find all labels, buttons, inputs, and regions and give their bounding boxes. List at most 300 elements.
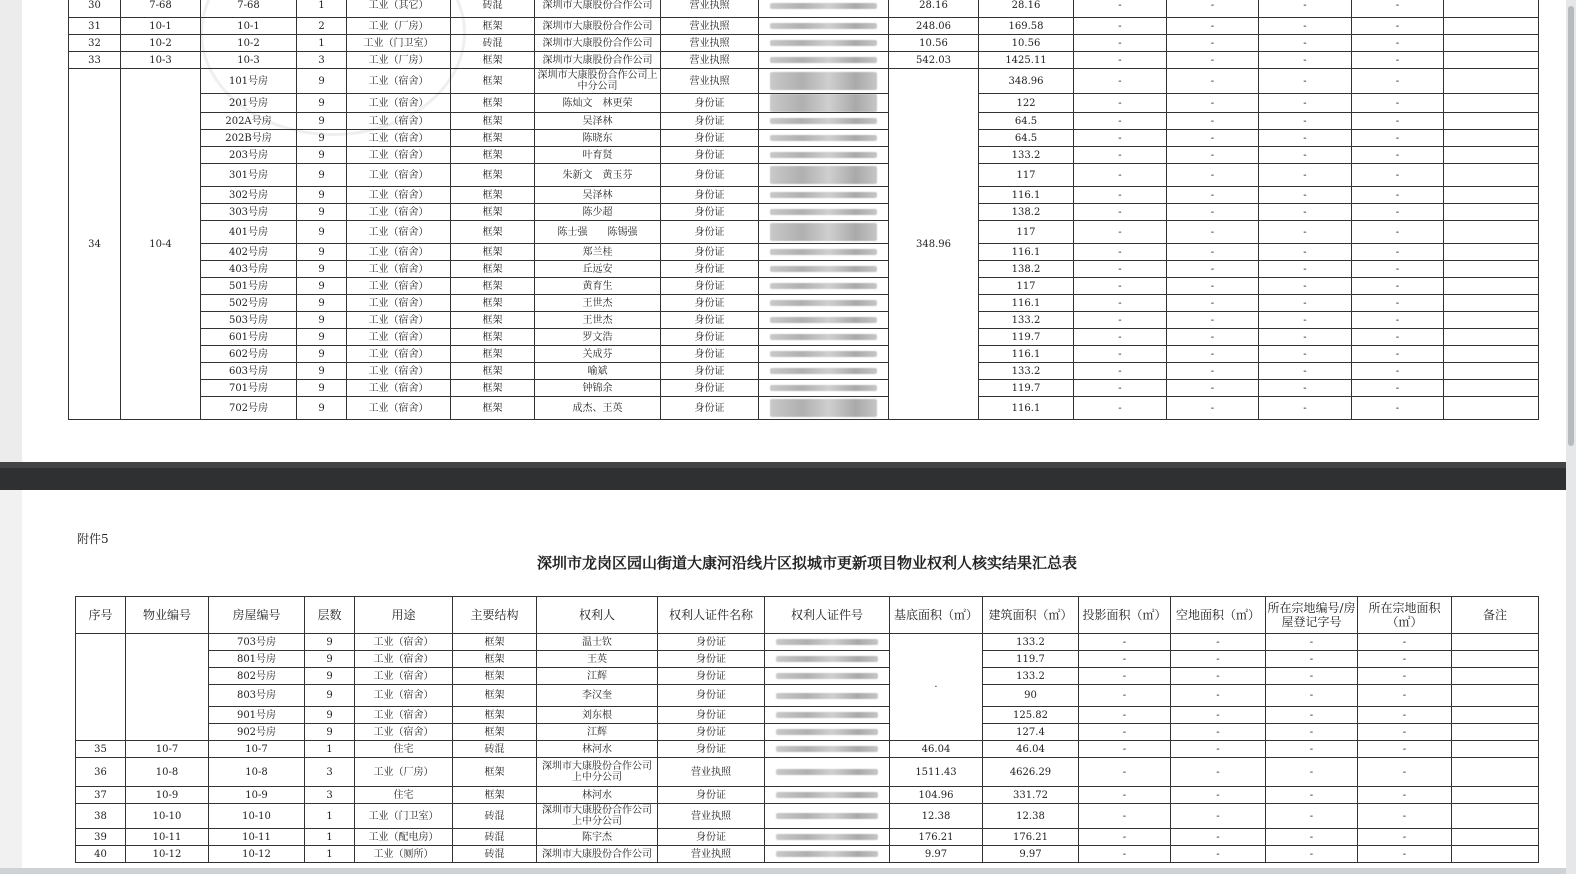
page-divider xyxy=(0,462,1576,490)
owner-id-type-cell: 身份证 xyxy=(658,741,765,758)
table-row xyxy=(69,35,1539,52)
dash-cell: - xyxy=(1352,147,1444,164)
owner-id-type-cell: 营业执照 xyxy=(661,52,759,69)
table-row xyxy=(69,397,1539,420)
floors-cell: 9 xyxy=(297,278,347,295)
floors-cell: 1 xyxy=(297,35,347,52)
parcel-area-cell: - xyxy=(1352,35,1444,52)
floors-cell: 9 xyxy=(297,130,347,147)
redacted-id-blur xyxy=(770,334,877,340)
owner-cell: 深圳市大康股份合作公司 xyxy=(535,18,661,35)
usage-cell: 工业（门卫室） xyxy=(347,35,451,52)
redacted-id-blur xyxy=(770,57,877,63)
base-area-cell: 1511.43 xyxy=(890,758,983,787)
dash-cell: - xyxy=(1358,685,1452,707)
remarks-cell xyxy=(1452,668,1539,685)
floors-cell: 3 xyxy=(305,787,355,804)
dash-cell: - xyxy=(1259,346,1352,363)
room-no-cell: 401号房 xyxy=(201,221,297,244)
dash-cell: - xyxy=(1167,295,1259,312)
dash-cell: - xyxy=(1259,295,1352,312)
property-no-cell: 10-12 xyxy=(126,846,209,863)
building-area-cell: 117 xyxy=(979,221,1074,244)
structure-cell: 框架 xyxy=(453,724,537,741)
usage-cell: 工业（厂房） xyxy=(355,758,453,787)
owner-id-type-cell: 营业执照 xyxy=(661,69,759,94)
dash-cell: - xyxy=(1259,278,1352,295)
redacted-id-blur xyxy=(770,399,877,417)
redacted-id-blur xyxy=(770,135,877,141)
dash-cell: - xyxy=(1352,244,1444,261)
owner-id-type-cell: 身份证 xyxy=(661,244,759,261)
serial-cell: 38 xyxy=(76,804,126,829)
dash-cell: - xyxy=(1259,312,1352,329)
dash-cell: - xyxy=(1079,685,1171,707)
building-area-cell: 119.7 xyxy=(979,329,1074,346)
room-no-cell: 202A号房 xyxy=(201,113,297,130)
building-area-cell: 348.96 xyxy=(979,69,1074,94)
remarks-cell xyxy=(1444,380,1539,397)
projection-area-header: 投影面积（㎡） xyxy=(1079,597,1171,634)
dash-cell: - xyxy=(1352,397,1444,420)
open-area-cell: - xyxy=(1167,35,1259,52)
redacted-id-blur xyxy=(770,23,877,29)
usage-cell: 工业（宿舍） xyxy=(347,69,451,94)
floors-cell: 9 xyxy=(305,651,355,668)
floors-cell: 9 xyxy=(305,668,355,685)
dash-cell: - xyxy=(1167,113,1259,130)
room-no-cell: 601号房 xyxy=(201,329,297,346)
room-no-cell: 403号房 xyxy=(201,261,297,278)
building-area-cell: 122 xyxy=(979,94,1074,113)
dash-cell: - xyxy=(1167,329,1259,346)
usage-cell: 工业（宿舍） xyxy=(347,312,451,329)
remarks-cell xyxy=(1452,685,1539,707)
id-number-cell-redacted xyxy=(759,204,889,221)
parcel-area-cell: - xyxy=(1358,804,1452,829)
open-area-cell: - xyxy=(1171,846,1266,863)
dash-cell: - xyxy=(1171,685,1266,707)
room-no-cell: 901号房 xyxy=(209,707,305,724)
projection-area-cell: - xyxy=(1074,0,1167,18)
dash-cell: - xyxy=(1167,244,1259,261)
property-no-header: 物业编号 xyxy=(126,597,209,634)
dash-cell: - xyxy=(1074,147,1167,164)
structure-cell: 框架 xyxy=(451,380,535,397)
owner-id-type-cell: 身份证 xyxy=(661,204,759,221)
table-row xyxy=(76,668,1539,685)
floors-cell: 9 xyxy=(297,204,347,221)
dash-cell: - xyxy=(1079,651,1171,668)
table-row xyxy=(69,164,1539,187)
room-no-cell: 502号房 xyxy=(201,295,297,312)
serial-header: 序号 xyxy=(76,597,126,634)
structure-cell: 框架 xyxy=(451,295,535,312)
usage-cell: 工业（宿舍） xyxy=(347,329,451,346)
building-area-cell: 331.72 xyxy=(983,787,1079,804)
floors-cell: 9 xyxy=(297,346,347,363)
room-no-cell: 10-11 xyxy=(209,829,305,846)
owner-header: 权利人 xyxy=(537,597,658,634)
building-area-cell: 116.1 xyxy=(979,244,1074,261)
redacted-id-blur xyxy=(770,72,877,90)
owner-cell: 喻斌 xyxy=(535,363,661,380)
id-number-cell-redacted xyxy=(759,261,889,278)
owner-id-type-cell: 身份证 xyxy=(658,829,765,846)
dash-cell: - xyxy=(1074,363,1167,380)
redacted-id-blur xyxy=(776,746,878,752)
base-area-cell: 348.96 xyxy=(889,69,979,420)
dash-cell: - xyxy=(1074,346,1167,363)
remarks-cell xyxy=(1444,295,1539,312)
dash-cell: - xyxy=(1358,668,1452,685)
building-area-cell: 133.2 xyxy=(983,634,1079,651)
redacted-id-blur xyxy=(776,639,878,645)
floors-cell: 9 xyxy=(297,164,347,187)
dash-cell: - xyxy=(1259,397,1352,420)
table-row xyxy=(76,787,1539,804)
base-area-cell: 9.97 xyxy=(890,846,983,863)
structure-cell: 框架 xyxy=(451,261,535,278)
remarks-cell xyxy=(1444,261,1539,278)
table-row xyxy=(69,130,1539,147)
redacted-id-blur xyxy=(776,792,878,798)
dash-cell: - xyxy=(1259,221,1352,244)
owner-cell: 郑兰桂 xyxy=(535,244,661,261)
open-area-cell: - xyxy=(1171,829,1266,846)
floors-header: 层数 xyxy=(305,597,355,634)
structure-cell: 砖混 xyxy=(453,741,537,758)
remarks-cell xyxy=(1452,741,1539,758)
structure-cell: 砖混 xyxy=(451,35,535,52)
building-area-cell: 119.7 xyxy=(979,380,1074,397)
owner-id-type-cell: 身份证 xyxy=(658,724,765,741)
remarks-cell xyxy=(1452,707,1539,724)
remarks-cell xyxy=(1444,94,1539,113)
room-no-cell: 10-8 xyxy=(209,758,305,787)
structure-cell: 框架 xyxy=(453,651,537,668)
table-row xyxy=(69,295,1539,312)
floors-cell: 1 xyxy=(305,804,355,829)
remarks-cell xyxy=(1444,18,1539,35)
dash-cell: - xyxy=(1171,634,1266,651)
owner-cell: 王世杰 xyxy=(535,312,661,329)
building-area-cell: 133.2 xyxy=(983,668,1079,685)
floors-cell: 1 xyxy=(305,741,355,758)
id-number-cell-redacted xyxy=(759,94,889,113)
serial-cell: 32 xyxy=(69,35,121,52)
parcel-area-cell: - xyxy=(1352,0,1444,18)
property-no-cell: 10-4 xyxy=(121,69,201,420)
usage-cell: 工业（厕所） xyxy=(355,846,453,863)
parcel-no-cell: - xyxy=(1266,829,1358,846)
base-area-cell: 12.38 xyxy=(890,804,983,829)
floors-cell: 9 xyxy=(297,363,347,380)
usage-cell: 工业（宿舍） xyxy=(355,668,453,685)
owner-cell: 陈士强 陈锡强 xyxy=(535,221,661,244)
parcel-area-cell: - xyxy=(1358,829,1452,846)
structure-cell: 砖混 xyxy=(451,0,535,18)
parcel-no-cell: - xyxy=(1266,846,1358,863)
owner-cell: 深圳市大康股份合作公司上中分公司 xyxy=(537,758,658,787)
structure-cell: 砖混 xyxy=(453,846,537,863)
owner-id-type-cell: 身份证 xyxy=(661,363,759,380)
redacted-id-blur xyxy=(770,166,877,184)
floors-cell: 1 xyxy=(305,829,355,846)
usage-cell: 工业（宿舍） xyxy=(355,685,453,707)
owner-cell: 李汉奎 xyxy=(537,685,658,707)
building-area-cell: 116.1 xyxy=(979,397,1074,420)
parcel-no-cell: - xyxy=(1259,35,1352,52)
structure-cell: 框架 xyxy=(453,668,537,685)
room-no-cell: 801号房 xyxy=(209,651,305,668)
serial-cell: 31 xyxy=(69,18,121,35)
parcel-no-header: 所在宗地编号/房屋登记字号 xyxy=(1266,597,1358,634)
open-area-cell: - xyxy=(1167,0,1259,18)
base-area-cell: 28.16 xyxy=(889,0,979,18)
owner-cell: 深圳市大康股份合作公司上中分公司 xyxy=(537,804,658,829)
building-area-cell: 1425.11 xyxy=(979,52,1074,69)
table-row xyxy=(69,312,1539,329)
dash-cell: - xyxy=(1259,147,1352,164)
redacted-id-blur xyxy=(776,813,878,819)
usage-cell: 工业（宿舍） xyxy=(347,187,451,204)
owner-id-type-cell: 身份证 xyxy=(658,707,765,724)
id-number-cell-redacted xyxy=(765,707,890,724)
redacted-id-blur xyxy=(770,351,877,357)
document-title: 深圳市龙岗区园山街道大康河沿线片区拟城市更新项目物业权利人核实结果汇总表 xyxy=(536,554,1077,572)
owner-cell: 陈少超 xyxy=(535,204,661,221)
id-number-cell-redacted xyxy=(765,741,890,758)
owner-id-type-cell: 身份证 xyxy=(661,94,759,113)
usage-cell: 工业（宿舍） xyxy=(347,346,451,363)
structure-cell: 砖混 xyxy=(453,804,537,829)
dash-cell: - xyxy=(1358,651,1452,668)
dash-cell: - xyxy=(1074,312,1167,329)
owner-id-type-cell: 身份证 xyxy=(658,651,765,668)
dash-cell: - xyxy=(1259,187,1352,204)
room-no-cell: 301号房 xyxy=(201,164,297,187)
dash-cell: - xyxy=(1259,204,1352,221)
redacted-id-blur xyxy=(776,693,878,699)
owner-id-type-cell: 身份证 xyxy=(661,380,759,397)
id-number-cell-redacted xyxy=(765,651,890,668)
dash-cell: - xyxy=(1167,312,1259,329)
usage-cell: 工业（宿舍） xyxy=(347,221,451,244)
table-row xyxy=(69,261,1539,278)
remarks-cell xyxy=(1444,52,1539,69)
id-number-cell-redacted xyxy=(759,147,889,164)
owner-cell: 刘东根 xyxy=(537,707,658,724)
redacted-id-blur xyxy=(776,851,878,857)
dash-cell: - xyxy=(1171,651,1266,668)
owner-id-type-cell: 营业执照 xyxy=(661,18,759,35)
projection-area-cell: - xyxy=(1074,35,1167,52)
owner-id-type-cell: 身份证 xyxy=(661,278,759,295)
dash-cell: - xyxy=(1079,707,1171,724)
redacted-id-blur xyxy=(776,656,878,662)
building-area-cell: 119.7 xyxy=(983,651,1079,668)
room-no-cell: 302号房 xyxy=(201,187,297,204)
structure-cell: 框架 xyxy=(451,312,535,329)
usage-cell: 工业（其它） xyxy=(347,0,451,18)
room-no-cell: 10-3 xyxy=(201,52,297,69)
table-row xyxy=(69,0,1539,18)
table-row xyxy=(69,363,1539,380)
table-row xyxy=(76,741,1539,758)
id-number-cell-redacted xyxy=(765,787,890,804)
building-area-cell: 46.04 xyxy=(983,741,1079,758)
remarks-cell xyxy=(1444,147,1539,164)
building-area-header: 建筑面积（㎡） xyxy=(983,597,1079,634)
dash-cell: - xyxy=(1352,164,1444,187)
redacted-id-blur xyxy=(776,729,878,735)
dash-cell: - xyxy=(1259,113,1352,130)
dash-cell: - xyxy=(1259,380,1352,397)
remarks-cell xyxy=(1452,829,1539,846)
dash-cell: - xyxy=(1167,278,1259,295)
dash-cell: - xyxy=(1259,69,1352,94)
room-no-cell: 602号房 xyxy=(201,346,297,363)
id-number-cell-redacted xyxy=(765,758,890,787)
property-no-cell: 10-1 xyxy=(121,18,201,35)
id-number-cell-redacted xyxy=(765,804,890,829)
table-row xyxy=(69,329,1539,346)
dash-cell: - xyxy=(1266,724,1358,741)
table-row xyxy=(76,724,1539,741)
redacted-id-blur xyxy=(770,368,877,374)
dash-cell: - xyxy=(1074,380,1167,397)
room-no-cell: 10-7 xyxy=(209,741,305,758)
dash-cell: - xyxy=(1167,164,1259,187)
property-no-cell: 10-10 xyxy=(126,804,209,829)
id-number-cell-redacted xyxy=(759,187,889,204)
owner-id-type-cell: 身份证 xyxy=(661,221,759,244)
dash-cell: - xyxy=(1358,707,1452,724)
id-number-cell-redacted xyxy=(765,634,890,651)
dash-cell: - xyxy=(1167,221,1259,244)
building-area-cell: 138.2 xyxy=(979,204,1074,221)
floors-cell: 1 xyxy=(305,846,355,863)
floors-cell: 3 xyxy=(305,758,355,787)
owner-id-type-cell: 营业执照 xyxy=(658,846,765,863)
dash-cell: - xyxy=(1074,278,1167,295)
structure-cell: 框架 xyxy=(453,707,537,724)
parcel-area-cell: - xyxy=(1352,18,1444,35)
owner-id-type-cell: 身份证 xyxy=(661,187,759,204)
id-number-cell-redacted xyxy=(759,18,889,35)
building-area-cell: 28.16 xyxy=(979,0,1074,18)
structure-cell: 框架 xyxy=(451,244,535,261)
floors-cell: 9 xyxy=(297,380,347,397)
id-number-cell-redacted xyxy=(759,346,889,363)
dash-cell: - xyxy=(1171,724,1266,741)
usage-cell: 工业（宿舍） xyxy=(347,295,451,312)
table-row xyxy=(76,707,1539,724)
redacted-id-blur xyxy=(776,834,878,840)
vertical-scrollbar[interactable] xyxy=(1566,0,1576,874)
projection-area-cell: - xyxy=(1079,758,1171,787)
dash-cell: - xyxy=(1352,329,1444,346)
document-page-2 xyxy=(0,490,1566,868)
id-number-cell-redacted xyxy=(759,278,889,295)
dash-cell: - xyxy=(1074,295,1167,312)
base-area-cell: 248.06 xyxy=(889,18,979,35)
dash-cell: - xyxy=(1074,204,1167,221)
owner-id-type-cell: 身份证 xyxy=(661,397,759,420)
owner-id-type-cell: 身份证 xyxy=(661,164,759,187)
structure-cell: 框架 xyxy=(451,130,535,147)
floors-cell: 9 xyxy=(297,221,347,244)
structure-cell: 框架 xyxy=(451,329,535,346)
table-row xyxy=(69,187,1539,204)
redacted-id-blur xyxy=(776,712,878,718)
owner-id-type-cell: 营业执照 xyxy=(661,0,759,18)
dash-cell: - xyxy=(1167,363,1259,380)
structure-cell: 框架 xyxy=(453,685,537,707)
dash-cell: - xyxy=(1259,94,1352,113)
redacted-id-blur xyxy=(770,118,877,124)
redacted-id-blur xyxy=(770,317,877,323)
usage-cell: 工业（宿舍） xyxy=(347,94,451,113)
serial-cell xyxy=(76,634,126,741)
parcel-no-cell: - xyxy=(1259,0,1352,18)
structure-cell: 框架 xyxy=(451,113,535,130)
room-no-cell: 303号房 xyxy=(201,204,297,221)
table-row xyxy=(76,758,1539,787)
open-area-header: 空地面积（㎡） xyxy=(1171,597,1266,634)
room-no-cell: 902号房 xyxy=(209,724,305,741)
room-no-cell: 7-68 xyxy=(201,0,297,18)
owner-id-type-cell: 身份证 xyxy=(658,787,765,804)
owner-cell: 关成芬 xyxy=(535,346,661,363)
dash-cell: - xyxy=(1259,261,1352,278)
dash-cell: - xyxy=(1074,94,1167,113)
owner-cell: 深圳市大康股份合作公司 xyxy=(537,846,658,863)
base-area-cell: 542.03 xyxy=(889,52,979,69)
owner-id-type-cell: 营业执照 xyxy=(661,35,759,52)
parcel-area-cell: - xyxy=(1358,787,1452,804)
parcel-area-cell: - xyxy=(1358,846,1452,863)
room-no-header: 房屋编号 xyxy=(209,597,305,634)
dash-cell: - xyxy=(1079,724,1171,741)
remarks-cell xyxy=(1444,130,1539,147)
dash-cell: - xyxy=(1352,261,1444,278)
dash-cell: - xyxy=(1074,187,1167,204)
table-row xyxy=(69,52,1539,69)
remarks-cell xyxy=(1444,69,1539,94)
room-no-cell: 802号房 xyxy=(209,668,305,685)
base-area-cell: · xyxy=(890,634,983,741)
serial-cell: 37 xyxy=(76,787,126,804)
id-number-cell-redacted xyxy=(759,164,889,187)
redacted-id-blur xyxy=(770,300,877,306)
serial-cell: 40 xyxy=(76,846,126,863)
projection-area-cell: - xyxy=(1079,804,1171,829)
dash-cell: - xyxy=(1167,69,1259,94)
floors-cell: 9 xyxy=(305,634,355,651)
usage-cell: 工业（宿舍） xyxy=(347,204,451,221)
dash-cell: - xyxy=(1074,261,1167,278)
dash-cell: - xyxy=(1352,312,1444,329)
owner-cell: 王英 xyxy=(537,651,658,668)
owner-id-type-cell: 身份证 xyxy=(661,329,759,346)
id-number-cell-redacted xyxy=(765,724,890,741)
structure-cell: 框架 xyxy=(451,363,535,380)
dash-cell: - xyxy=(1167,130,1259,147)
base-area-cell: 10.56 xyxy=(889,35,979,52)
owner-id-type-cell: 身份证 xyxy=(658,685,765,707)
